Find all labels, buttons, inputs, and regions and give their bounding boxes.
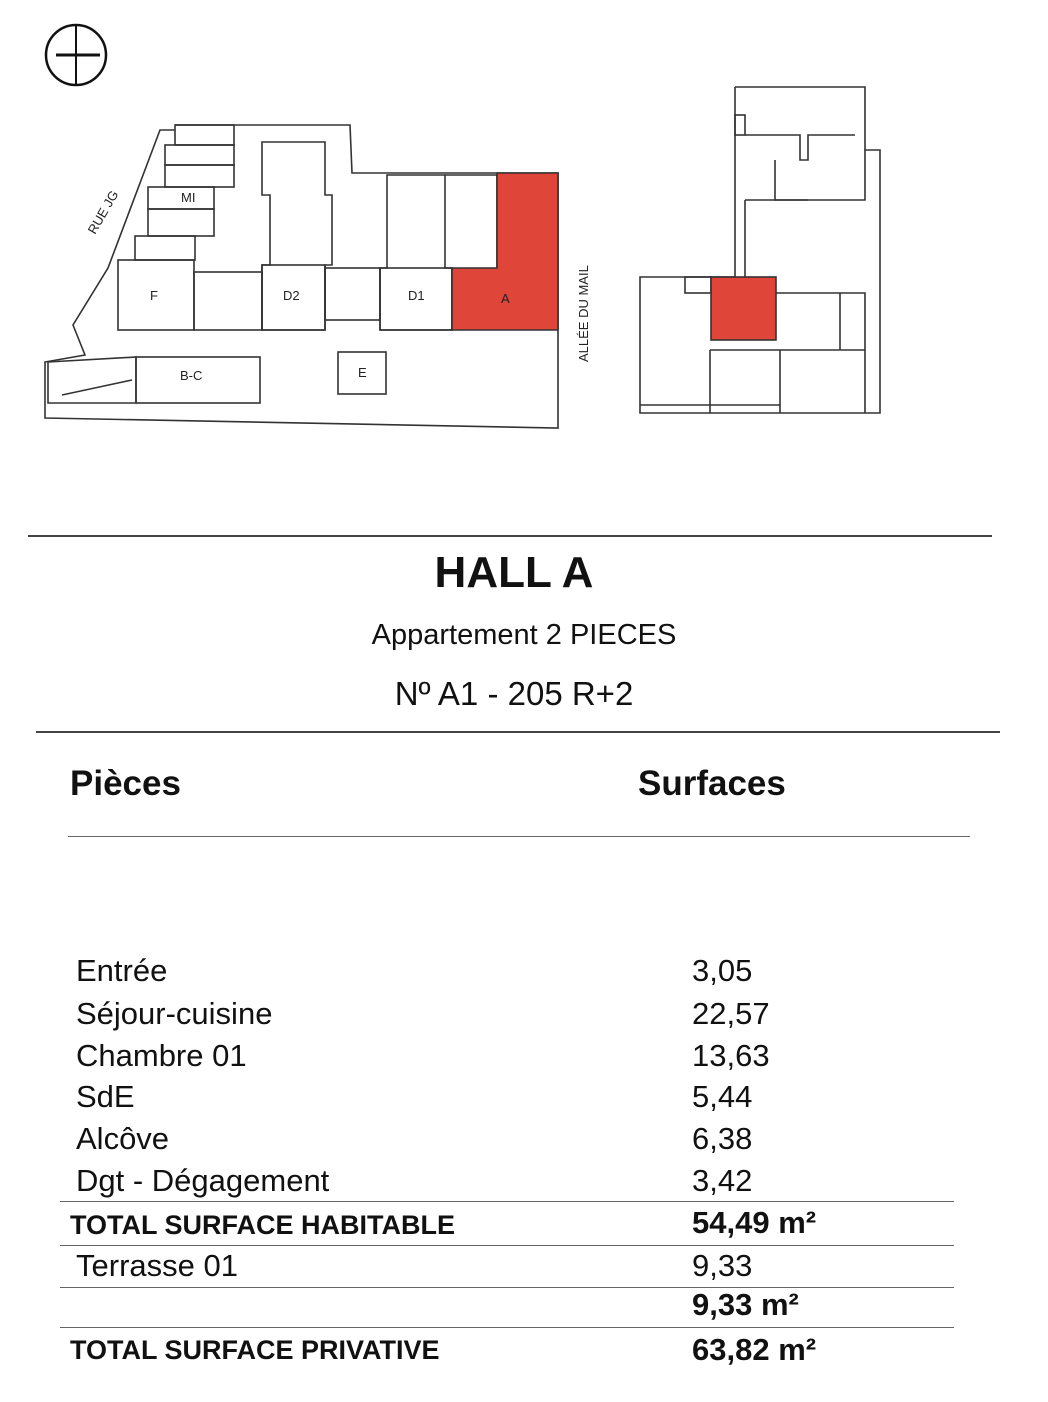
divider-privative (60, 1327, 954, 1328)
room-label: SdE (76, 1079, 135, 1114)
label-f: F (150, 288, 158, 303)
room-label: Chambre 01 (76, 1038, 247, 1073)
terrace-label: Terrasse 01 (76, 1248, 238, 1283)
label-e: E (358, 365, 367, 380)
page-title: HALL A (434, 548, 594, 597)
room-surface: 13,63 (692, 1038, 770, 1073)
room-label: Dgt - Dégagement (76, 1163, 330, 1198)
divider-terrace (60, 1245, 954, 1246)
label-rue: RUE JG (84, 187, 122, 237)
divider-habitable (60, 1201, 954, 1202)
room-label: Alcôve (76, 1121, 170, 1156)
label-allee: ALLÉE DU MAIL (576, 265, 591, 362)
divider-header (36, 731, 1000, 733)
label-bc: B-C (180, 368, 203, 383)
label-mi: MI (181, 190, 196, 205)
room-surface: 22,57 (692, 996, 770, 1031)
label-a: A (501, 291, 510, 306)
total-privative-label: TOTAL SURFACE PRIVATIVE (70, 1335, 440, 1365)
apartment-highlight (711, 277, 776, 340)
column-header-rooms: Pièces (70, 764, 181, 803)
terrace-total-value: 9,33 m² (692, 1287, 799, 1322)
terrace-value: 9,33 (692, 1248, 753, 1283)
room-surface: 3,42 (692, 1163, 753, 1198)
label-d2: D2 (283, 288, 300, 303)
total-habitable-label: TOTAL SURFACE HABITABLE (70, 1210, 456, 1240)
divider-top (28, 535, 992, 537)
room-surface: 3,05 (692, 953, 753, 988)
label-d1: D1 (408, 288, 425, 303)
room-label: Entrée (76, 953, 168, 988)
unit-number: Nº A1 - 205 R+2 (394, 675, 634, 712)
total-privative-value: 63,82 m² (692, 1332, 817, 1367)
floor-plan (630, 80, 890, 420)
column-header-surfaces: Surfaces (638, 764, 786, 803)
divider-terrace-total (60, 1287, 954, 1288)
room-label: Séjour-cuisine (76, 996, 273, 1031)
apartment-type: Appartement 2 PIECES (371, 619, 677, 651)
compass-icon (46, 25, 106, 85)
unit-highlight-a (452, 173, 558, 330)
total-habitable-value: 54,49 m² (692, 1205, 817, 1240)
divider-columns (68, 836, 970, 837)
room-surface: 5,44 (692, 1079, 753, 1114)
room-surface: 6,38 (692, 1121, 753, 1156)
site-plan (0, 0, 591, 440)
